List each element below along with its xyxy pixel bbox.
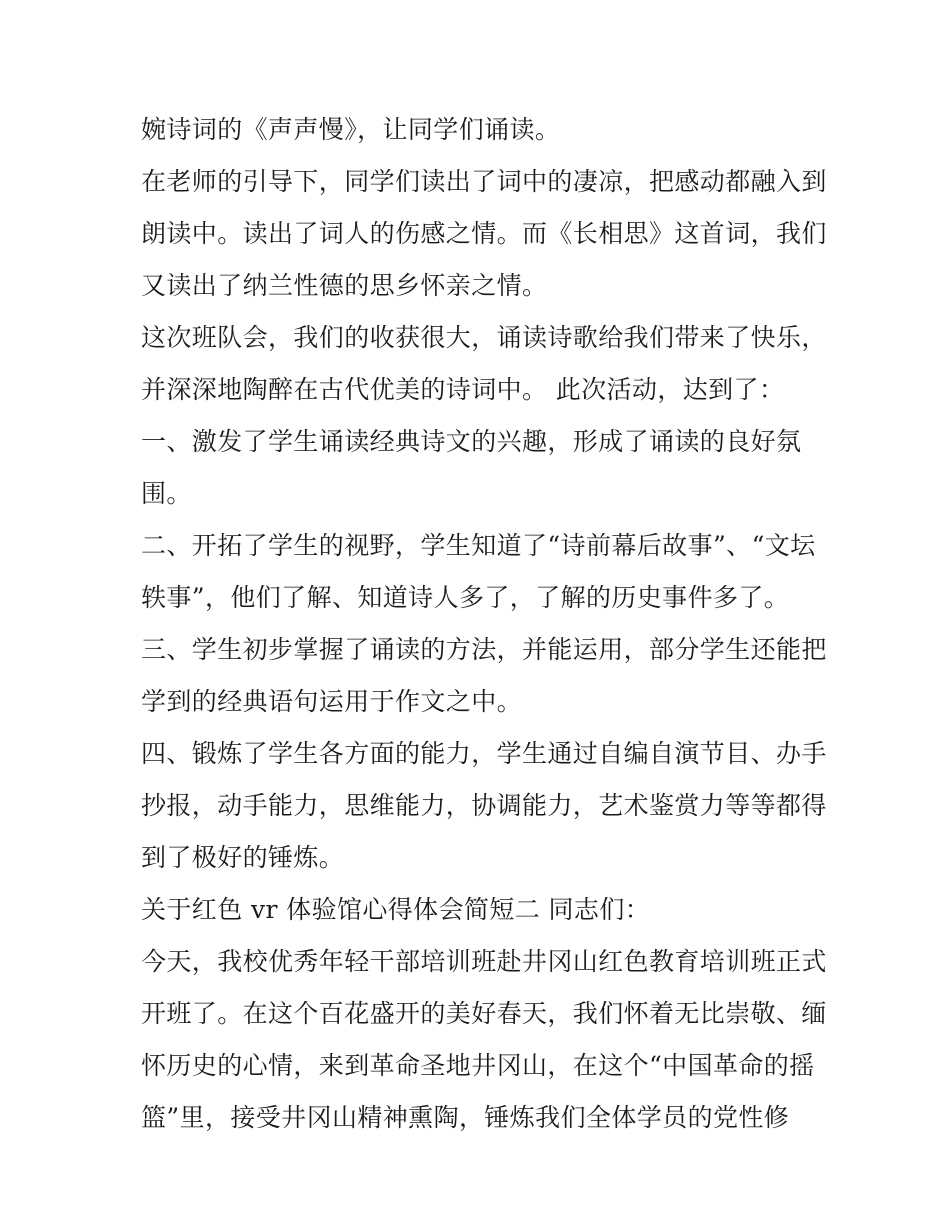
text-line: 开班了。在这个百花盛开的美好春天，我们怀着无比崇敬、缅 (141, 999, 827, 1028)
text-line: 学到的经典语句运用于作文之中。 (141, 687, 523, 716)
text-line: 抄报，动手能力，思维能力，协调能力，艺术鉴赏力等等都得 (141, 791, 827, 820)
text-line: 二、开拓了学生的视野，学生知道了“诗前幕后故事”、“文坛 (141, 531, 816, 560)
text-line: 朗读中。读出了词人的伤感之情。而《长相思》这首词，我们 (141, 219, 827, 248)
text-line: 婉诗词的《声声慢》，让同学们诵读。 (141, 115, 561, 144)
text-line: 围。 (141, 479, 192, 508)
text-line: 篮”里，接受井冈山精神熏陶，锤炼我们全体学员的党性修 (141, 1103, 790, 1132)
text-line: 四、锻炼了学生各方面的能力，学生通过自编自演节目、办手 (141, 739, 827, 768)
text-line: 三、学生初步掌握了诵读的方法，并能运用，部分学生还能把 (141, 635, 827, 664)
text-line: 一、激发了学生诵读经典诗文的兴趣，形成了诵读的良好氛 (141, 427, 802, 456)
text-line: 并深深地陶醉在古代优美的诗词中。 此次活动，达到了： (141, 375, 785, 404)
text-line: 这次班队会，我们的收获很大，诵读诗歌给我们带来了快乐， (141, 323, 827, 352)
document-body (141, 104, 827, 1144)
text-line: 又读出了纳兰性德的思乡怀亲之情。 (141, 271, 548, 300)
text-line: 轶事”，他们了解、知道诗人多了，了解的历史事件多了。 (141, 583, 790, 612)
text-line: 到了极好的锤炼。 (141, 843, 345, 872)
section-heading-line: 关于红色 vr 体验馆心得体会简短二 同志们： (141, 895, 651, 924)
text-line: 在老师的引导下，同学们读出了词中的凄凉，把感动都融入到 (141, 167, 827, 196)
text-line: 怀历史的心情，来到革命圣地井冈山，在这个“中国革命的摇 (141, 1051, 815, 1080)
text-line: 今天，我校优秀年轻干部培训班赴井冈山红色教育培训班正式 (141, 947, 827, 976)
